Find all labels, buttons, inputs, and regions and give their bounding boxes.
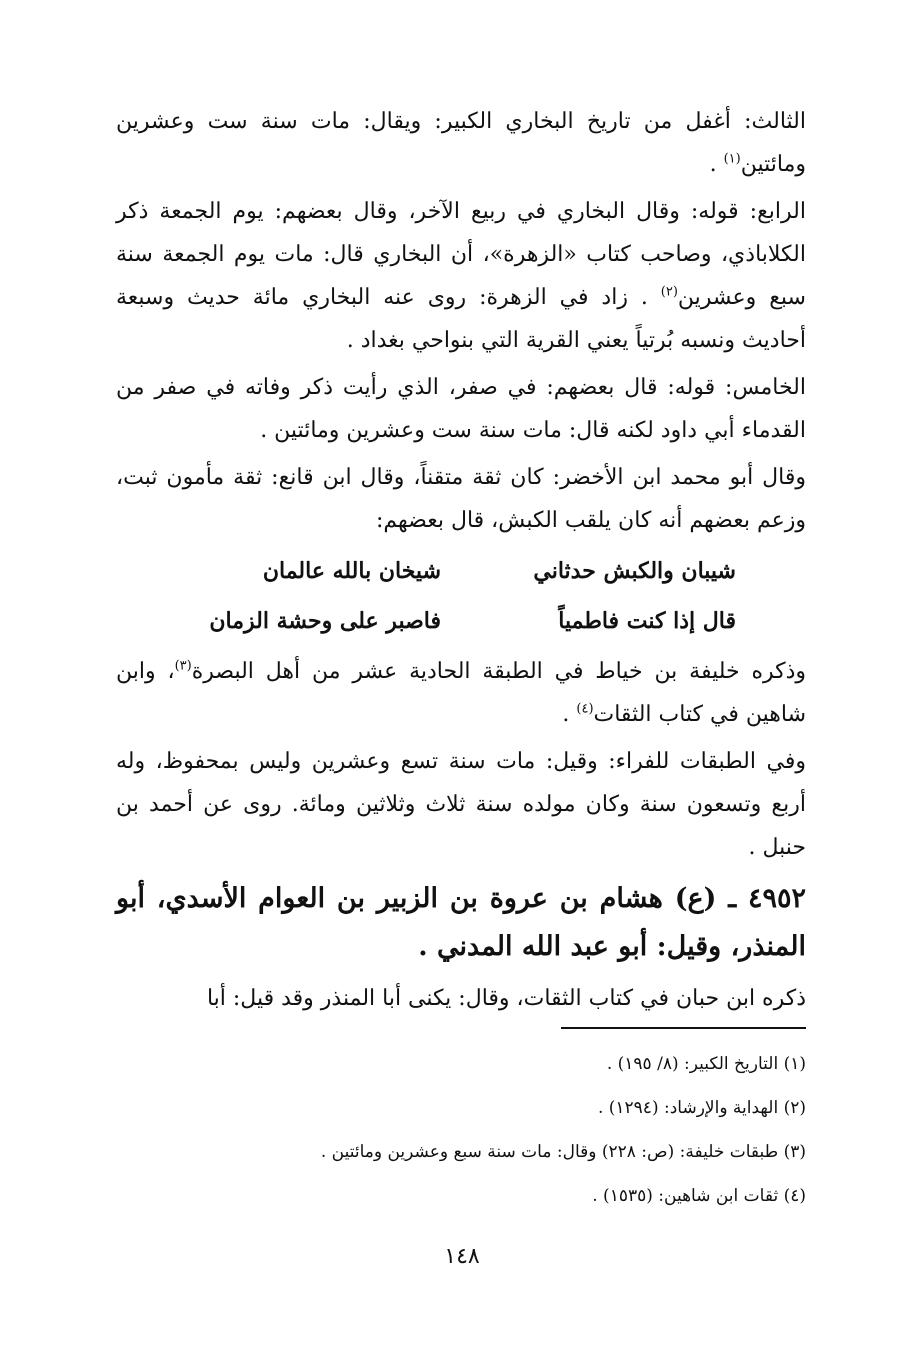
paragraph-akhdar	[116, 456, 806, 542]
poem-verses	[206, 546, 736, 646]
verse-2-second: فاصبر على وحشة الزمان	[209, 608, 441, 634]
paragraph-text: الخامس: قوله: قال بعضهم: في صفر، الذي رأيت ذكر وفاته في صفر من القدماء أبي داود لكنه قال: مات سنة ست وعشرين ومائتين .	[116, 375, 806, 443]
main-text	[116, 100, 806, 1024]
paragraph-ibn-hibban: ذكره ابن حبان في كتاب الثقات، وقال: يكنى أبا المنذر وقد قيل: أبا	[206, 986, 806, 1011]
paragraph-text: وذكره خليفة بن خياط في الطبقة الحادية عشر من أهل البصرة	[191, 659, 806, 684]
footnotes	[116, 1042, 806, 1218]
verse-2-first: قال إذا كنت فاطمياً	[558, 608, 736, 634]
paragraph-tail: .	[562, 702, 577, 727]
footnote-marker: (٣)	[174, 658, 192, 674]
footnote-divider	[561, 1027, 806, 1029]
paragraph-fourth	[116, 190, 806, 362]
entry-heading: ٤٩٥٢ ـ (ع) هشام بن عروة بن الزبير بن العوام الأسدي، أبو المنذر، وقيل: أبو عبد الله المدني .	[116, 883, 806, 962]
footnote-marker: (٤)	[576, 701, 594, 717]
footnote-2: (٢) الهداية والإرشاد: (١٢٩٤) .	[597, 1098, 806, 1118]
paragraph-text: وقال أبو محمد ابن الأخضر: كان ثقة متقناً، وقال ابن قانع: ثقة مأمون ثبت، وزعم بعضهم أنه كان يلقب الكبش، قال بعضهم:	[116, 465, 806, 533]
paragraph-fifth	[116, 366, 806, 452]
paragraph-text: الثالث: أغفل من تاريخ البخاري الكبير: ويقال: مات سنة ست وعشرين ومائتين	[116, 109, 806, 177]
page-number: ١٤٨	[444, 1244, 480, 1269]
paragraph-tail: .	[709, 152, 724, 177]
paragraph-tail: ، وابن شاهين في كتاب الثقات	[116, 659, 806, 727]
paragraph-farra	[116, 740, 806, 869]
footnote-4: (٤) ثقات ابن شاهين: (١٥٣٥) .	[592, 1186, 806, 1206]
verse-1-first: شيبان والكبش حدثاني	[533, 558, 736, 584]
paragraph-text: وفي الطبقات للفراء: وقيل: مات سنة تسع وعشرين وليس بمحفوظ، وله أربع وتسعون سنة وكان مولده سنة ثلاث وثلاثين ومائة. روى عن أحمد بن حنبل .	[116, 749, 806, 860]
paragraph-tail: . زاد في الزهرة: روى عنه البخاري مائة حديث وسبعة أحاديث ونسبه بُرتياً يعني القرية التي بنواحي بغداد .	[116, 285, 806, 353]
footnote-marker: (١)	[723, 151, 741, 167]
footnote-3: (٣) طبقات خليفة: (ص: ٢٢٨) وقال: مات سنة سبع وعشرين ومائتين .	[320, 1142, 806, 1162]
footnote-1: (١) التاريخ الكبير: (٨/ ١٩٥) .	[606, 1054, 806, 1074]
paragraph-third	[116, 100, 806, 186]
verse-1-second: شيخان بالله عالمان	[262, 558, 441, 584]
paragraph-text: الرابع: قوله: وقال البخاري في ربيع الآخر، وقال بعضهم: يوم الجمعة ذكر الكلاباذي، وصاحب كتاب «الزهرة»، أن البخاري قال: مات يوم الجمعة سنة سبع وعشرين	[116, 199, 806, 310]
footnote-marker: (٢)	[660, 284, 678, 300]
paragraph-khalifa	[116, 650, 806, 736]
